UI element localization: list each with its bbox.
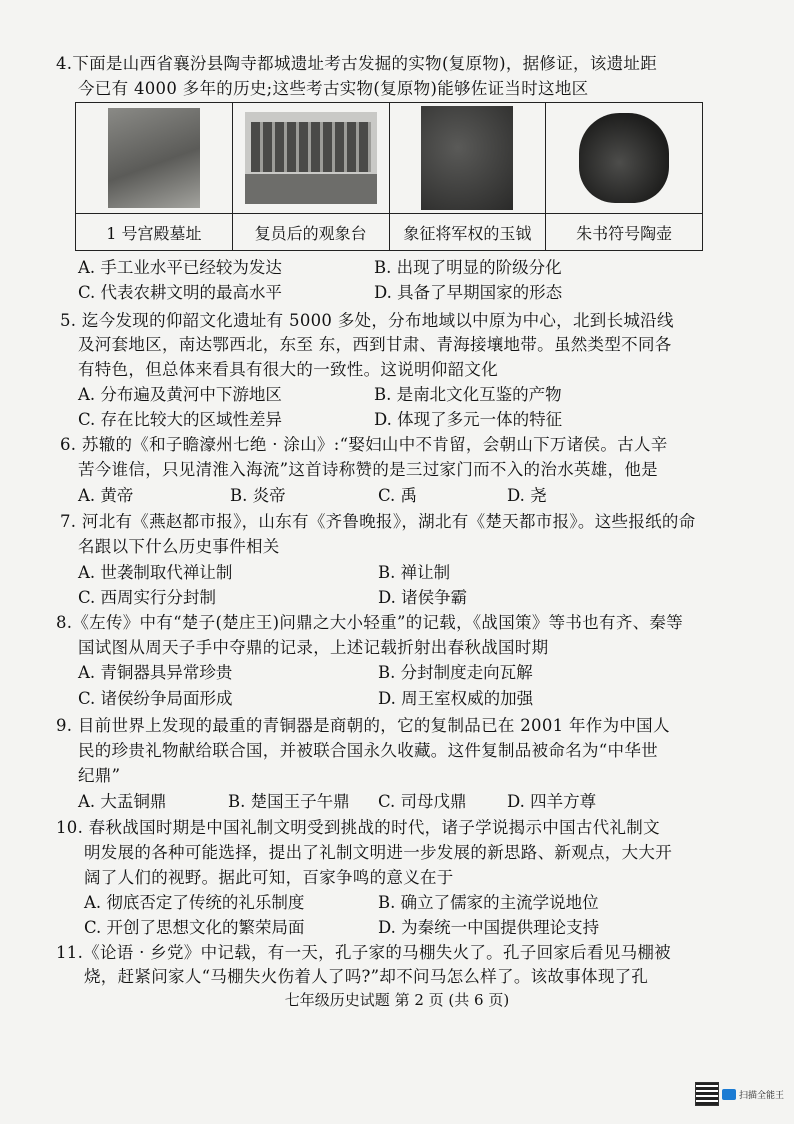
q6-option-d: D. 尧 [507, 486, 547, 505]
artifact-cell-3 [389, 103, 546, 214]
artifact-cell-1 [76, 103, 233, 214]
q4-artifact-table [75, 102, 703, 251]
q10-option-c: C. 开创了思想文化的繁荣局面 [84, 918, 305, 937]
palace-ruin-image [108, 108, 200, 208]
q7-option-c: C. 西周实行分封制 [78, 588, 217, 607]
q9-option-a: A. 大盂铜鼎 [78, 792, 167, 811]
q9-stem-line3: 纪鼎” [78, 766, 121, 785]
q11-stem-line1: 11.《论语 · 乡党》中记载，有一天，孔子家的马棚失火了。孔子回家后看见马棚被 [56, 943, 671, 962]
q6-option-b: B. 炎帝 [230, 486, 286, 505]
q5-option-d: D. 体现了多元一体的特征 [374, 410, 563, 429]
artifact-caption-2: 复员后的观象台 [232, 214, 389, 251]
q9-stem-line2: 民的珍贵礼物献给联合国，并被联合国永久收藏。这件复制品被命名为“中华世 [78, 741, 658, 760]
q7-option-d: D. 诸侯争霸 [378, 588, 468, 607]
q9-option-b: B. 楚国王子午鼎 [228, 792, 350, 811]
q5-option-c: C. 存在比较大的区域性差异 [78, 410, 283, 429]
scanner-logo-icon [722, 1089, 736, 1100]
jade-axe-image [421, 106, 513, 210]
q5-option-a: A. 分布遍及黄河中下游地区 [78, 385, 282, 404]
artifact-cell-2 [232, 103, 389, 214]
q4-option-c: C. 代表农耕文明的最高水平 [78, 283, 283, 302]
q9-option-d: D. 四羊方尊 [507, 792, 597, 811]
q4-stem-line1: 4.下面是山西省襄汾县陶寺都城遗址考古发掘的实物(复原物)，据修证，该遗址距 [56, 54, 658, 73]
pottery-pot-image [579, 113, 669, 203]
q9-stem-line1: 9. 目前世界上发现的最重的青铜器是商朝的，它的复制品已在 2001 年作为中国人 [56, 716, 670, 735]
q4-stem-line2: 今已有 4000 多年的历史;这些考古实物(复原物)能够佐证当时这地区 [78, 79, 589, 98]
q5-stem-line3: 有特色，但总体来看具有很大的一致性。这说明仰韶文化 [78, 360, 498, 379]
q6-stem-line1: 6. 苏辙的《和子瞻濠州七绝 · 涂山》:“娶妇山中不肯留，会朝山下万诸侯。古人辛 [60, 435, 668, 454]
q5-stem-line1: 5. 迄今发现的仰韶文化遗址有 5000 多处，分布地域以中原为中心，北到长城沿线 [60, 311, 674, 330]
scanner-label: 扫描全能王 [739, 1090, 785, 1101]
qr-code-icon [696, 1083, 718, 1105]
q6-option-a: A. 黄帝 [78, 486, 134, 505]
q8-stem-line1: 8.《左传》中有“楚子(楚庄王)问鼎之大小轻重”的记载，《战国策》等书也有齐、秦等 [56, 613, 684, 632]
q8-option-c: C. 诸侯纷争局面形成 [78, 689, 233, 708]
artifact-cell-4 [546, 103, 703, 214]
scanner-watermark [696, 1083, 784, 1105]
q10-stem-line2: 明发展的各种可能选择，提出了礼制文明进一步发展的新思路、新观点，大大开 [84, 843, 672, 862]
q6-option-c: C. 禹 [378, 486, 418, 505]
q7-stem-line2: 名跟以下什么历史事件相关 [78, 537, 280, 556]
observatory-image [245, 112, 377, 204]
q10-stem-line3: 阔了人们的视野。据此可知，百家争鸣的意义在于 [84, 868, 454, 887]
q4-option-d: D. 具备了早期国家的形态 [374, 283, 563, 302]
q8-option-a: A. 青铜器具异常珍贵 [78, 663, 233, 682]
q7-stem-line1: 7. 河北有《燕赵都市报》，山东有《齐鲁晚报》，湖北有《楚天都市报》。这些报纸的命 [60, 512, 696, 531]
artifact-caption-3: 象征将军权的玉钺 [389, 214, 546, 251]
q10-stem-line1: 10. 春秋战国时期是中国礼制文明受到挑战的时代，诸子学说揭示中国古代礼制文 [56, 818, 660, 837]
q4-option-a: A. 手工业水平已经较为发达 [78, 258, 282, 277]
q7-option-a: A. 世袭制取代禅让制 [78, 563, 233, 582]
q6-stem-line2: 苦今谁信，只见清淮入海流”这首诗称赞的是三过家门而不入的治水英雄，他是 [78, 460, 658, 479]
q11-stem-line2: 烧，赶紧问家人“马棚失火伤着人了吗?”却不问马怎么样了。该故事体现了孔 [84, 967, 649, 986]
q8-stem-line2: 国试图从周天子手中夺鼎的记录，上述记载折射出春秋战国时期 [78, 638, 549, 657]
q10-option-b: B. 确立了儒家的主流学说地位 [378, 893, 599, 912]
q4-option-b: B. 出现了明显的阶级分化 [374, 258, 562, 277]
artifact-caption-4: 朱书符号陶壶 [546, 214, 703, 251]
q9-option-c: C. 司母戊鼎 [378, 792, 467, 811]
page-footer: 七年级历史试题 第 2 页 (共 6 页) [284, 991, 510, 1009]
q8-option-d: D. 周王室权威的加强 [378, 689, 534, 708]
q8-option-b: B. 分封制度走向瓦解 [378, 663, 533, 682]
q10-option-d: D. 为秦统一中国提供理论支持 [378, 918, 600, 937]
q7-option-b: B. 禅让制 [378, 563, 451, 582]
q5-stem-line2: 及河套地区，南达鄂西北，东至 东，西到甘肃、青海接壤地带。虽然类型不同各 [78, 335, 672, 354]
q10-option-a: A. 彻底否定了传统的礼乐制度 [84, 893, 305, 912]
artifact-caption-1: 1 号宫殿墓址 [76, 214, 233, 251]
q5-option-b: B. 是南北文化互鉴的产物 [374, 385, 562, 404]
